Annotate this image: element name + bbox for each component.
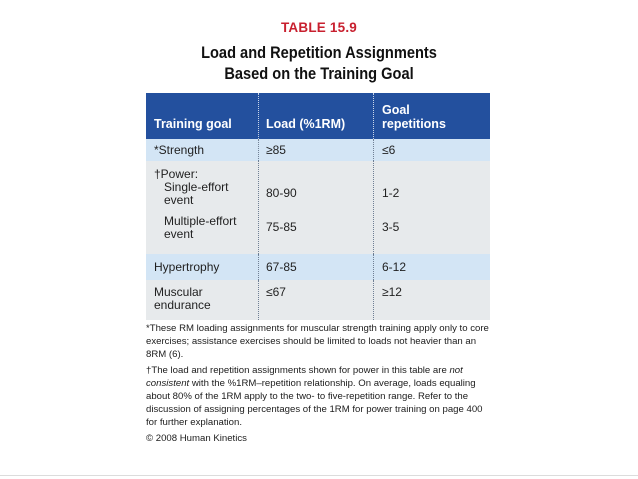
header-goal-repetitions — [382, 103, 446, 131]
cell-reps: ≥12 — [382, 285, 402, 299]
header-reps-line-2: repetitions — [382, 117, 446, 131]
cell-reps-single: 1-2 — [382, 186, 400, 200]
single-effort-line-2: event — [164, 193, 194, 207]
endurance-line-2: endurance — [154, 298, 211, 312]
column-divider — [373, 161, 374, 254]
multiple-effort-line-2: event — [164, 227, 194, 241]
header-reps-line-1: Goal — [382, 103, 410, 117]
multiple-effort-line-1: Multiple-effort — [164, 214, 237, 228]
cell-reps: 6-12 — [382, 260, 407, 274]
cell-goal: *Strength — [154, 143, 205, 157]
column-divider — [258, 280, 259, 320]
footnote-power — [146, 364, 496, 429]
header-load: Load (%1RM) — [266, 117, 346, 131]
cell-goal: Hypertrophy — [154, 260, 220, 274]
table-header — [146, 93, 490, 139]
table-title-line-2: Based on the Training Goal — [224, 64, 414, 83]
table-title — [45, 42, 594, 84]
footnote-power-emphasis: not consistent — [146, 365, 463, 389]
cell-load: 67-85 — [266, 260, 297, 274]
cell-goal — [154, 286, 211, 312]
column-divider — [258, 254, 259, 280]
cell-goal-power: †Power: — [154, 167, 199, 181]
column-divider — [258, 139, 259, 161]
training-table — [146, 93, 490, 320]
cell-goal-multiple — [164, 215, 236, 241]
cell-goal-single — [164, 181, 228, 207]
column-divider — [258, 93, 259, 139]
single-effort-line-1: Single-effort — [164, 180, 229, 194]
cell-load-single: 80-90 — [266, 186, 297, 200]
bottom-divider — [0, 475, 638, 476]
column-divider — [373, 280, 374, 320]
footnote-strength: *These RM loading assignments for muscular strength training apply only to core exercises; assistance exercises should be limited to loads not heavier than an 8RM (6). — [146, 323, 489, 360]
footnote-power-start: †The load and repetition assignments shown for power in this table are — [146, 365, 447, 376]
footnote-power-end: with the %1RM–repetition relationship. On average, loads equaling about 80% of the 1RM apply to the two- to five-repetition range. Refer to the discussion of assigning percentages of the 1RM for power training on page 400 for further explanation. — [146, 378, 483, 428]
table-row-strength — [146, 139, 490, 161]
cell-reps-multiple: 3-5 — [382, 220, 400, 234]
column-divider — [258, 161, 259, 254]
table-number: TABLE 15.9 — [280, 20, 358, 35]
cell-load: ≥85 — [266, 143, 286, 157]
cell-load-multiple: 75-85 — [266, 220, 297, 234]
copyright-notice: © 2008 Human Kinetics — [146, 433, 247, 444]
column-divider — [373, 254, 374, 280]
column-divider — [373, 93, 374, 139]
table-row-power — [146, 161, 490, 254]
column-divider — [373, 139, 374, 161]
cell-load: ≤67 — [266, 285, 286, 299]
table-footnotes — [146, 322, 496, 448]
cell-reps: ≤6 — [382, 143, 396, 157]
table-row-hypertrophy — [146, 254, 490, 280]
table-title-line-1: Load and Repetition Assignments — [201, 43, 437, 62]
header-training-goal: Training goal — [154, 117, 232, 131]
endurance-line-1: Muscular — [154, 285, 203, 299]
table-row-endurance — [146, 280, 490, 320]
